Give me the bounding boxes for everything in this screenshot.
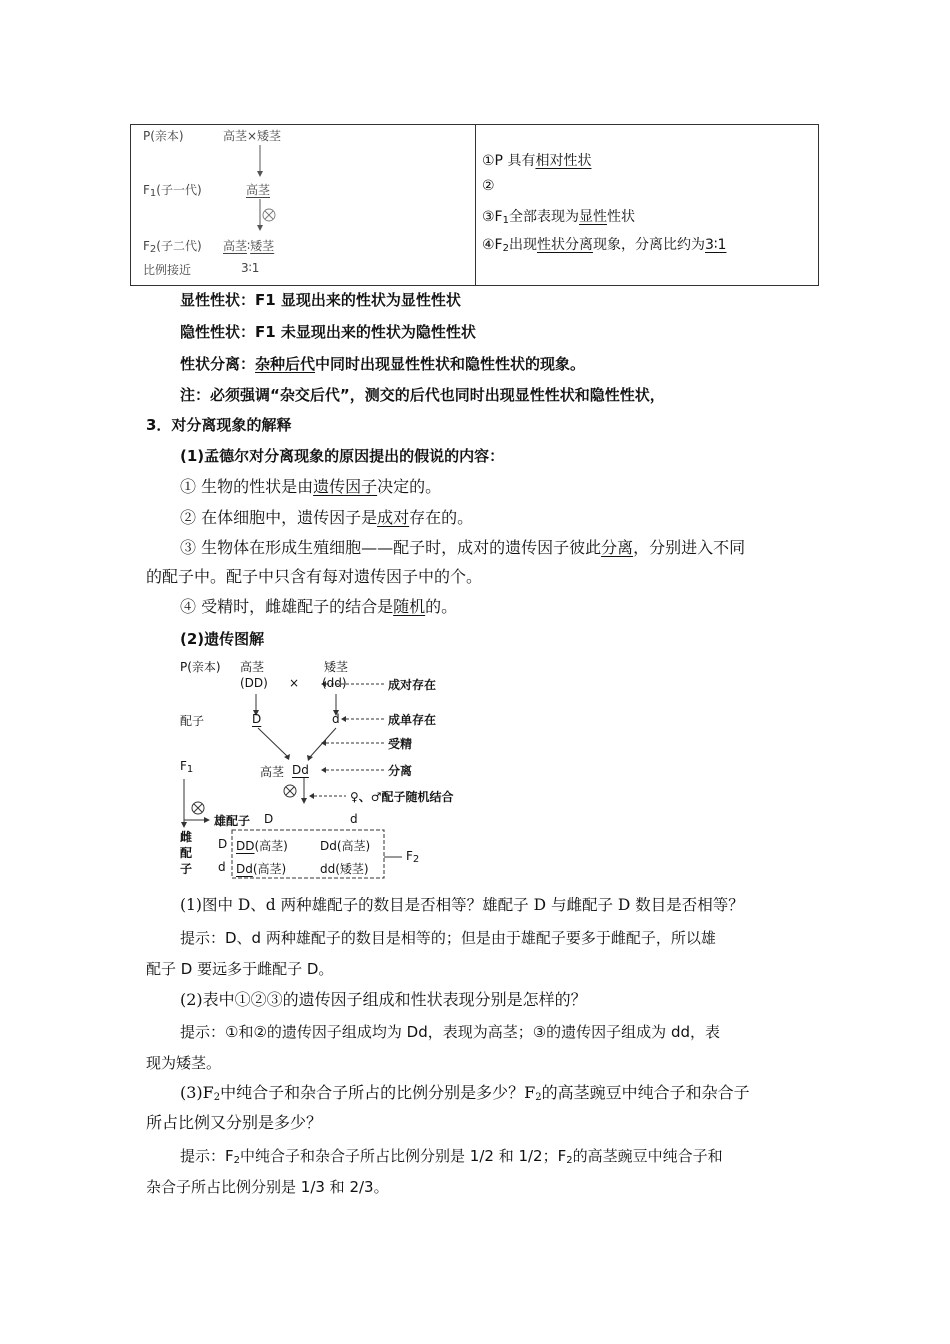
diag-DD: (DD) (240, 676, 268, 690)
p-cross: 高茎×矮茎 (223, 129, 282, 143)
answer-3-line1: 提示：$F_2$中纯合子和杂合子所占比例分别是 1/2 和 1/2；$F_2$的高茎豌豆中纯合子和 (180, 1147, 723, 1166)
diag-f1: $F_1$ (180, 759, 194, 775)
section3-sub2: (2)遗传图解 (180, 630, 265, 648)
ratio-value: 3∶1 (241, 261, 260, 275)
diag-f2: $F_2$ (406, 849, 420, 865)
hypothesis-4: ④ 受精时，雌雄配子的结合是随机的。 (180, 597, 458, 616)
pointer-head (321, 767, 326, 773)
hypothesis-3-cont: 的配子中。配子中只含有每对遗传因子中的个。 (146, 567, 483, 586)
punnett-cell-Dd-2: Dd(高茎) (236, 862, 287, 876)
answer-3-line2: 杂合子所占比例分别是 1/3 和 2/3。 (146, 1178, 389, 1196)
diag-sep: 分离 (388, 764, 413, 778)
diag-paired: 成对存在 (388, 678, 437, 692)
note-4: $④F_2$出现性状分离现象，分离比约为3∶1 (482, 237, 727, 254)
arrow-head (301, 798, 307, 804)
diag-gamete-d: d (332, 712, 340, 726)
diag-fert: 受精 (388, 737, 413, 751)
f2-label: $F_2$(子二代) (143, 239, 202, 255)
diag-male-label: 雄配子 (214, 814, 251, 828)
diag-short: 矮茎 (324, 660, 349, 674)
pointer-head (341, 716, 346, 722)
hypothesis-3: ③ 生物体在形成生殖细胞——配子时，成对的遗传因子彼此分离，分别进入不同 (180, 538, 746, 557)
answer-2-line1: 提示：①和②的遗传因子组成均为 Dd，表现为高茎；③的遗传因子组成为 dd，表 (180, 1023, 720, 1041)
diag-female-2: 配 (180, 846, 193, 860)
section3-sub1: (1)孟德尔对分离现象的原因提出的假说的内容： (180, 447, 505, 465)
hypothesis-2: ② 在体细胞中，遗传因子是成对存在的。 (180, 508, 474, 527)
section3-heading: 3．对分离现象的解释 (146, 416, 292, 434)
punnett-cell-dd: dd(矮茎) (320, 862, 369, 876)
answer-2-line2: 现为矮茎。 (146, 1054, 222, 1072)
question-3-line2: 所占比例又分别是多少？ (146, 1113, 323, 1132)
note-3: $③F_1$全部表现为显性性状 (482, 209, 635, 226)
diag-gamete-D: D (252, 712, 262, 726)
punnett-cell-DD: DD(高茎) (236, 839, 288, 853)
def-dominant: 显性性状：F1 显现出来的性状为显性性状 (180, 291, 461, 309)
cross-notes-cell (476, 125, 819, 286)
def-segregation: 性状分离：杂种后代中同时出现显性性状和隐性性状的现象。 (180, 355, 586, 373)
genetic-diagram (176, 654, 476, 882)
arrow-head (257, 225, 263, 231)
diag-single: 成单存在 (388, 713, 437, 727)
answer-1-line2: 配子 D 要远多于雌配子 D。 (146, 960, 334, 978)
pointer-head (309, 793, 314, 799)
diag-male-d: d (350, 812, 358, 826)
cross-diagram-cell (131, 125, 476, 286)
diag-random: ♀、♂配子随机结合 (350, 790, 454, 804)
punnett-cell-Dd-1: Dd(高茎) (320, 839, 371, 853)
def-recessive: 隐性性状：F1 未显现出来的性状为隐性性状 (180, 323, 476, 341)
p-label: P(亲本) (143, 129, 184, 143)
diag-dd: (dd) (322, 676, 347, 690)
cross-table (130, 124, 819, 286)
diag-gamete-label: 配子 (180, 714, 205, 728)
note-2: ② (482, 178, 495, 194)
diag-cross: × (289, 676, 300, 690)
diag-f1-Dd: Dd (292, 763, 309, 777)
diag-female-1: 雌 (180, 830, 193, 844)
question-2: (2)表中①②③的遗传因子组成和性状表现分别是怎样的？ (180, 990, 587, 1009)
arrow-head (257, 171, 263, 177)
arrow-head (284, 754, 290, 760)
f1-value: 高茎 (246, 183, 271, 197)
arrow-head (204, 817, 210, 823)
question-3-line1: $(3)F_2$中纯合子和杂合子所占的比例分别是多少？$F_2$的高茎豌豆中纯合子和杂合子 (180, 1083, 750, 1103)
answer-1-line1: 提示：D、d 两种雄配子的数目是相等的；但是由于雄配子要多于雌配子，所以雄 (180, 929, 716, 947)
arrow-head (307, 755, 313, 761)
note-1: ①P 具有相对性状 (482, 153, 592, 169)
diag-tall: 高茎 (240, 660, 265, 674)
f1-label: $F_1$(子一代) (143, 183, 202, 199)
diag-male-D: D (264, 812, 274, 826)
pointer-head (321, 740, 326, 746)
diag-female-d: d (218, 860, 226, 874)
diag-p-label: P(亲本) (180, 660, 221, 674)
question-1: (1)图中 D、d 两种雄配子的数目是否相等？雄配子 D 与雌配子 D 数目是否相等？ (180, 896, 744, 914)
hypothesis-1: ① 生物的性状是由遗传因子决定的。 (180, 477, 442, 496)
ratio-label: 比例接近 (143, 263, 192, 277)
arrow-D-to-Dd (258, 728, 288, 757)
def-note: 注：必须强调“杂交后代”，测交的后代也同时出现显性性状和隐性性状， (180, 386, 665, 404)
diag-female-D: D (218, 837, 228, 851)
f2-values: 高茎∶矮茎 (223, 239, 275, 253)
diag-f1-tall: 高茎 (260, 765, 285, 779)
diag-female-3: 子 (180, 862, 193, 876)
